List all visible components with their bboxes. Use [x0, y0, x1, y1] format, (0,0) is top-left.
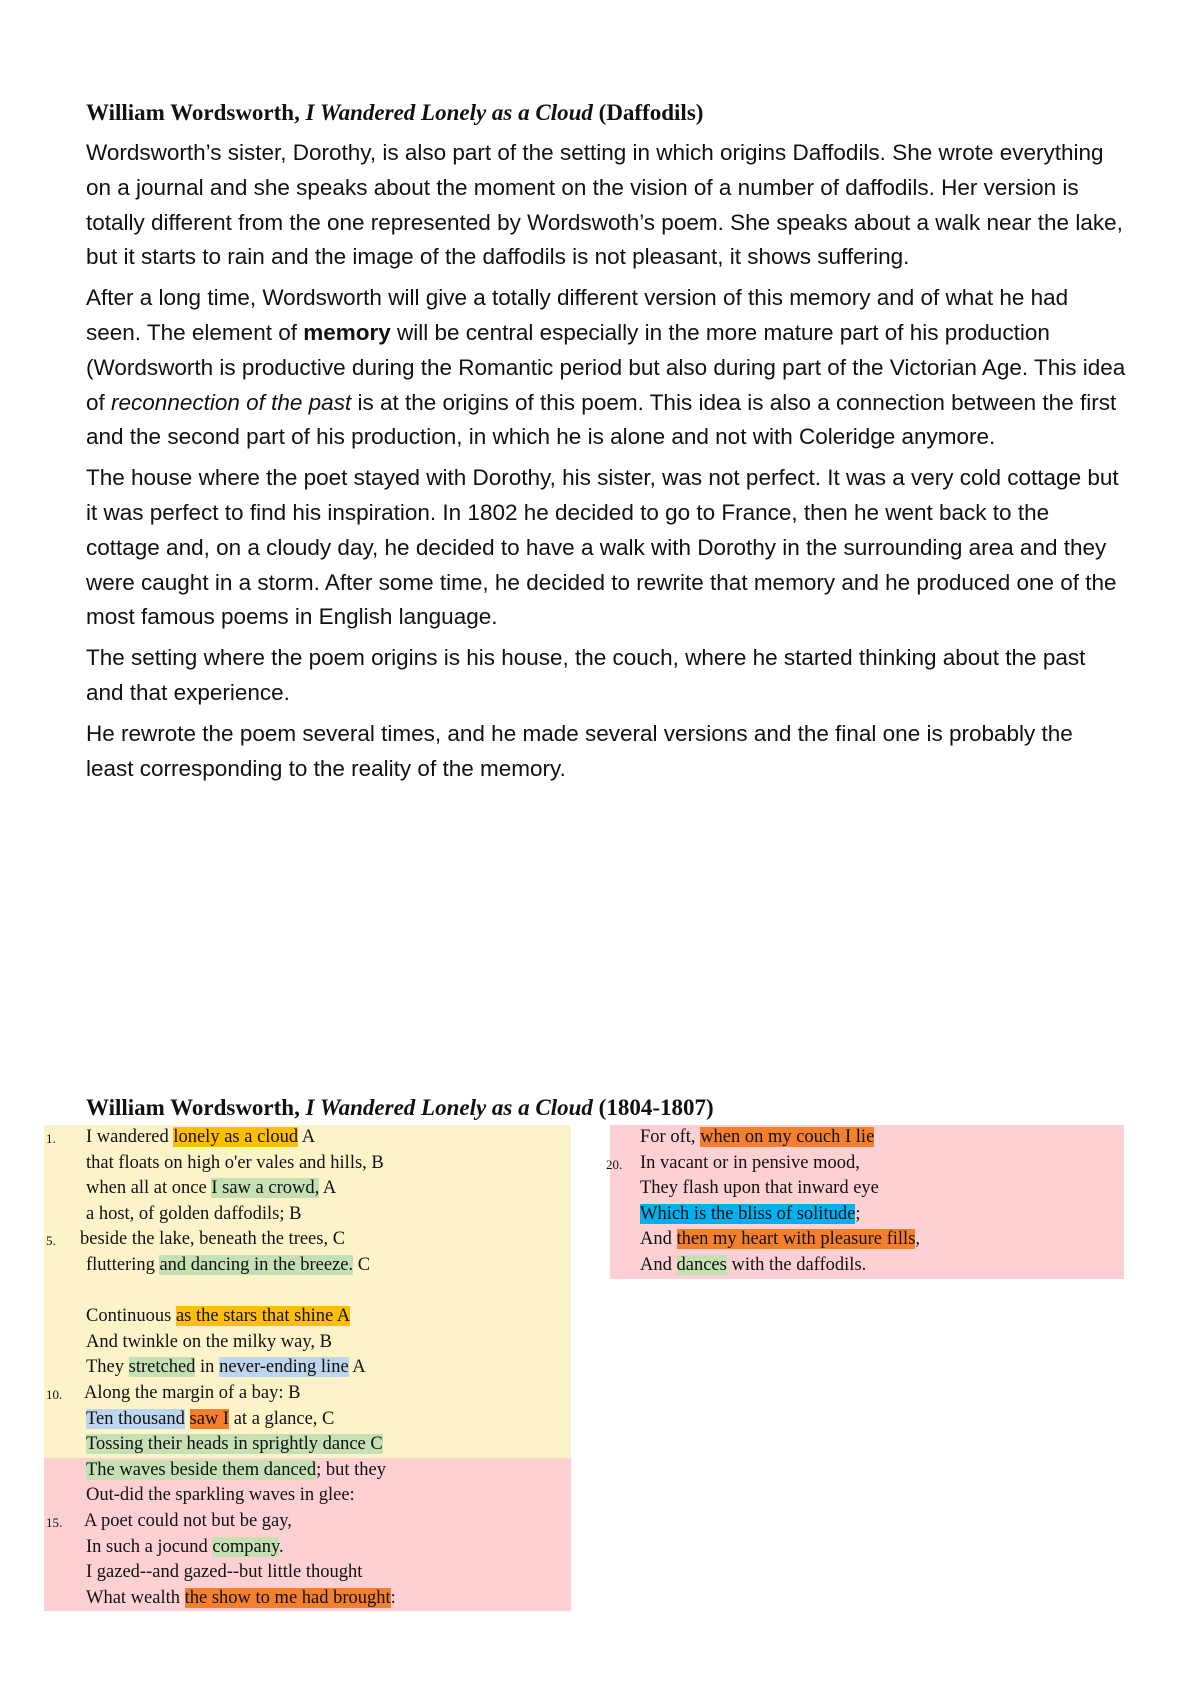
heading-suffix: (1804-1807)	[592, 1095, 714, 1120]
line-number: 10.	[46, 1386, 63, 1402]
line-text	[185, 1409, 190, 1429]
line-text: And	[640, 1229, 677, 1250]
poem-line	[44, 1509, 571, 1535]
highlight: when on my couch I lie	[700, 1127, 875, 1147]
line-text: :	[390, 1587, 396, 1608]
line-text: A poet could not but be gay,	[84, 1510, 292, 1531]
stanza-gap	[44, 1279, 571, 1305]
line-text: in	[195, 1357, 220, 1378]
poem-line	[610, 1227, 1124, 1253]
line-text: I wandered	[86, 1127, 174, 1147]
poem-line: I gazed--and gazed--but little thought	[44, 1560, 571, 1586]
poem-line	[606, 1151, 1124, 1177]
commentary-text	[86, 136, 1126, 792]
highlight: the show to me had brought	[184, 1587, 391, 1608]
poem-line	[44, 1407, 571, 1433]
poem-line	[610, 1253, 1124, 1279]
line-text: In such a jocund	[86, 1536, 213, 1557]
poem-line: Out-did the sparkling waves in glee:	[44, 1483, 571, 1509]
heading-author: William Wordsworth,	[86, 1095, 306, 1120]
line-text: ; but they	[316, 1459, 387, 1480]
line-text: beside the lake, beneath the trees, C	[80, 1229, 346, 1250]
line-number: 15.	[46, 1514, 63, 1530]
poem-line	[44, 1304, 571, 1330]
highlight: The waves beside them danced	[86, 1459, 317, 1480]
poem-line	[44, 1227, 571, 1253]
line-text: .	[279, 1536, 284, 1557]
paragraph-2-italic: reconnection of the past	[111, 389, 352, 415]
line-text: Continuous	[86, 1306, 176, 1327]
paragraph-2-text-e: is at the origins of this poem. This idea is also a connection between the first and the second part of his production, in which he is alone and not with Coleridge anymore.	[86, 389, 1117, 450]
heading-title: I Wandered Lonely as a Cloud	[305, 1095, 593, 1120]
highlight: saw I	[189, 1408, 230, 1429]
line-text: A	[298, 1127, 316, 1147]
highlight: I saw a crowd,	[211, 1178, 320, 1199]
poem-line: And twinkle on the milky way, B	[44, 1330, 571, 1356]
highlight: and dancing in the breeze.	[159, 1254, 354, 1275]
heading-author: William Wordsworth,	[86, 100, 306, 125]
poem-line	[44, 1355, 571, 1381]
line-text: Along the margin of a bay: B	[84, 1382, 301, 1403]
highlight: Ten thousand	[86, 1408, 185, 1429]
line-number: 5.	[46, 1233, 56, 1249]
poem-line: They flash upon that inward eye	[610, 1176, 1124, 1202]
line-text: C	[353, 1254, 371, 1275]
highlight: company	[212, 1536, 280, 1557]
poem-line	[44, 1586, 571, 1612]
highlight: stretched	[128, 1357, 196, 1378]
highlight: Tossing their heads in sprightly dance C	[86, 1434, 383, 1455]
line-number: 1.	[46, 1131, 56, 1146]
paragraph-2-text-c: will be central especially in the more mature part of his production (Wordsworth is productive during the Romantic period but also during part of the Victorian Age. This idea of	[86, 319, 1126, 415]
line-text: when all at once	[86, 1178, 212, 1199]
line-text: A	[348, 1357, 366, 1378]
poem-column-right	[606, 1125, 1124, 1279]
poem-line	[44, 1253, 571, 1279]
section-heading-poem	[86, 1095, 714, 1121]
line-text: with the daffodils.	[726, 1254, 867, 1275]
line-text: ;	[855, 1203, 861, 1224]
poem-line	[610, 1125, 1124, 1151]
poem-line	[44, 1458, 571, 1484]
poem-line: that floats on high o'er vales and hills, B	[44, 1151, 571, 1177]
highlight: then my heart with pleasure fills	[676, 1229, 916, 1250]
paragraph-5: He rewrote the poem several times, and he made several versions and the final one is probably the least corresponding to the reality of the memory.	[86, 720, 1073, 781]
poem-line	[44, 1535, 571, 1561]
line-text: What wealth	[86, 1587, 185, 1608]
paragraph-2-bold-memory: memory	[303, 319, 391, 345]
poem-column-left	[44, 1125, 571, 1611]
paragraph-4: The setting where the poem origins is his house, the couch, where he started thinking about the past and that experience.	[86, 645, 1086, 705]
highlight: never-ending line	[219, 1357, 349, 1378]
highlight: dances	[676, 1254, 727, 1275]
poem-line	[44, 1176, 571, 1202]
heading-suffix: (Daffodils)	[592, 100, 704, 125]
highlight: as the stars that shine A	[175, 1306, 351, 1327]
poem-line: a host, of golden daffodils; B	[44, 1202, 571, 1228]
paragraph-2	[86, 281, 1126, 455]
paragraph-1: Wordsworth’s sister, Dorothy, is also part of the setting in which origins Daffodils. She wrote everything on a journal and she speaks about the moment on the vision of a number of daffodils. Her version is totally different from the one represented by Wordswoth’s poem. She speaks about a walk near the lake, but it starts to rain and the image of the daffodils is not pleasant, it shows suffering.	[86, 140, 1123, 270]
section-heading-daffodils	[86, 100, 703, 126]
line-text: at a glance, C	[229, 1408, 335, 1429]
line-text: For oft,	[640, 1127, 701, 1147]
heading-title: I Wandered Lonely as a Cloud	[305, 100, 593, 125]
highlight: Which is the bliss of solitude	[640, 1203, 856, 1224]
line-text: In vacant or in pensive mood,	[640, 1152, 860, 1173]
line-text: ,	[915, 1229, 921, 1250]
paragraph-3: The house where the poet stayed with Dorothy, his sister, was not perfect. It was a very cold cottage but it was perfect to find his inspiration. In 1802 he decided to go to France, then he went back to the cottage and, on a cloudy day, he decided to have a walk with Dorothy in the surrounding area and they were caught in a storm. After some time, he decided to rewrite that memory and he produced one of the most famous poems in English language.	[86, 465, 1119, 630]
highlight: lonely as a cloud	[173, 1127, 299, 1147]
line-number: 20.	[606, 1156, 623, 1172]
poem-line	[44, 1381, 571, 1407]
line-text: They	[86, 1357, 129, 1378]
poem-line	[44, 1432, 571, 1458]
line-text: fluttering	[86, 1254, 160, 1275]
paragraph-2-text-a: After a long time, Wordsworth will give a totally different version of this memory and of what he had seen. The element of	[86, 285, 1069, 345]
line-text: And	[640, 1254, 677, 1275]
poem-line	[44, 1125, 571, 1151]
line-text: A	[319, 1178, 337, 1199]
poem-line	[610, 1202, 1124, 1228]
